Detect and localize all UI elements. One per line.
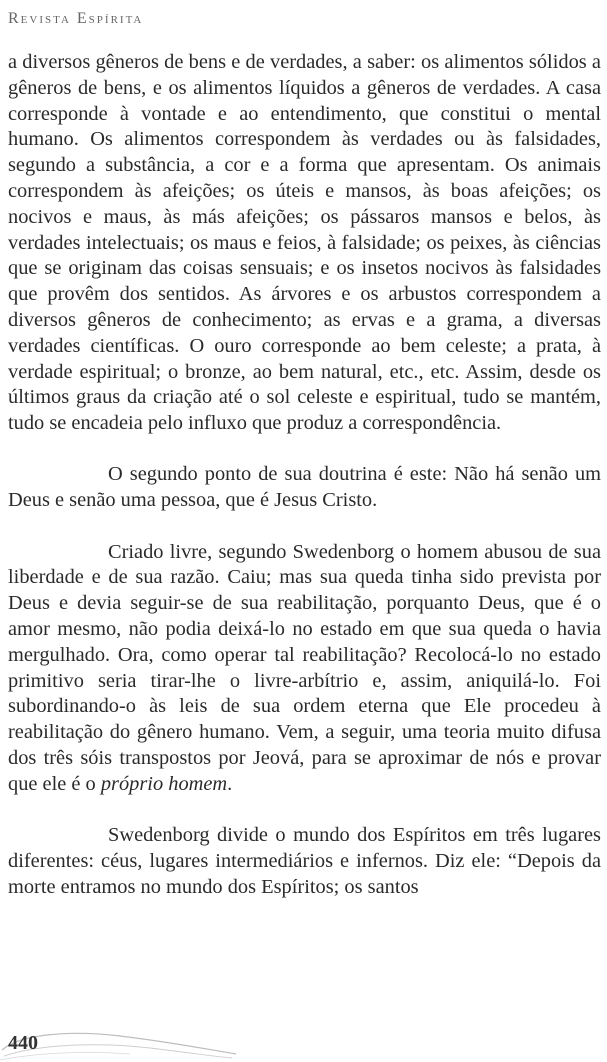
paragraph-correspondences: a diversos gêneros de bens e de verdades, a saber: os alimentos sólidos a gêneros de bens, e os alimentos líquidos a gêneros de verdades. A casa corresponde à vontade e ao entendimento, que constitui o mental humano. Os alimentos correspondem às verdades ou às falsidades, segundo a substância, a cor e a forma que apresentam. Os animais correspondem às afeições; os úteis e mansos, às boas afeições; os nocivos e maus, às más afeições; os pássaros mansos e belos, às verdades intelectuais; os maus e feios, à falsidade; os peixes, às ciências que se originam das coisas sensuais; e os insetos nocivos às falsidades que provêm dos sentidos. As árvores e os arbustos correspondem a diversos gêneros de conhecimento; as ervas e a grama, a diversas verdades científicas. O ouro corresponde ao bem celeste; a prata, à verdade espiritual; o bronze, ao bem natural, etc., etc. Assim, desde os últimos graus da criação até o sol celeste e espiritual, tudo se mantém, tudo se encadeia pelo influxo que produz a correspondência. [8, 51, 601, 435]
paragraph-rehabilitation-end: . [227, 772, 233, 795]
paragraph-rehabilitation-text: Criado livre, segundo Swedenborg o homem abusou de sua liberdade e de sua razão. Caiu; mas sua queda tinha sido prevista por Deus e devia seguir-se de sua reabilitação, porquanto Deus, que é o amor mesmo, não podia deixá-lo no estado em que sua queda o havia mergulhado. Ora, como operar tal reabilitação? Recolocá-lo no estado primitivo seria tirar-lhe o livre-arbítrio e, assim, aniquilá-lo. Foi subordinando-o às leis de sua ordem eterna que Ele procedeu à reabilitação do gênero humano. Vem, a seguir, uma teoria muito difusa dos três sóis transpostos por Jeová, para se aproximar de nós e provar que ele é o [8, 540, 601, 795]
paragraph-rehabilitation [8, 540, 601, 798]
page-number: 440 [8, 1032, 38, 1054]
paragraph-second-point: O segundo ponto de sua doutrina é este: Não há senão um Deus e senão uma pessoa, que é Jesus Cristo. [8, 463, 601, 512]
running-header: Revista Espírita [8, 10, 144, 27]
page-footer [0, 1020, 607, 1062]
italic-proprio-homem: próprio homem [100, 772, 228, 795]
page-body [8, 50, 601, 900]
paragraph-spirit-world: Swedenborg divide o mundo dos Espíritos em três lugares diferentes: céus, lugares intermediários e infernos. Diz ele: “Depois da morte entramos no mundo dos Espíritos; os santos [8, 824, 601, 898]
